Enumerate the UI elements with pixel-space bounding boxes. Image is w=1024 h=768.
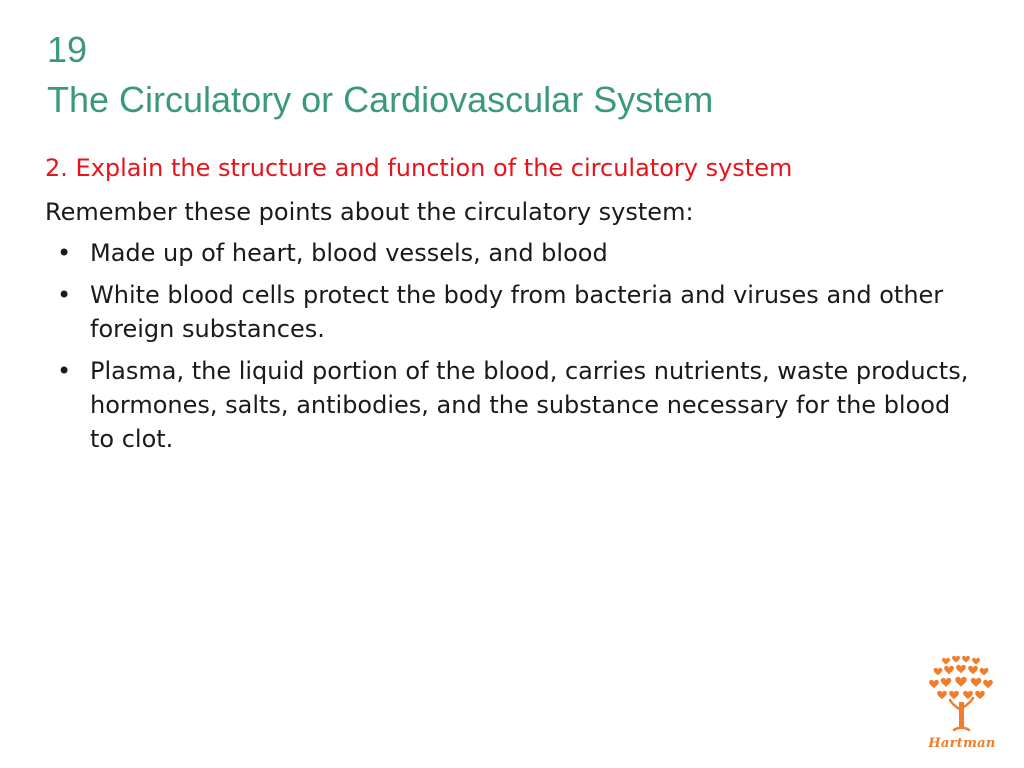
bullet-item <box>57 278 977 346</box>
bullet-text: Plasma, the liquid portion of the blood, carries nutrients, waste products, hormones, salts, antibodies, and the substance necessary for the blood to clot. <box>90 357 969 453</box>
intro-text: Remember these points about the circulatory system: <box>45 198 694 226</box>
chapter-title: The Circulatory or Cardiovascular System <box>47 79 714 120</box>
bullet-item <box>57 236 977 270</box>
chapter-number: 19 <box>47 29 88 70</box>
logo-text: Hartman <box>928 736 996 751</box>
bullet-icon: • <box>57 357 72 385</box>
bullet-icon: • <box>57 281 72 309</box>
bullet-item <box>57 354 977 456</box>
bullet-list <box>57 236 977 464</box>
bullet-icon: • <box>57 239 72 267</box>
learning-objective: 2. Explain the structure and function of the circulatory system <box>45 154 793 182</box>
bullet-text: Made up of heart, blood vessels, and blood <box>90 239 608 267</box>
hartman-logo <box>920 650 1004 756</box>
heart-tree-icon <box>920 650 1004 736</box>
bullet-text: White blood cells protect the body from bacteria and viruses and other foreign substances. <box>90 281 944 343</box>
